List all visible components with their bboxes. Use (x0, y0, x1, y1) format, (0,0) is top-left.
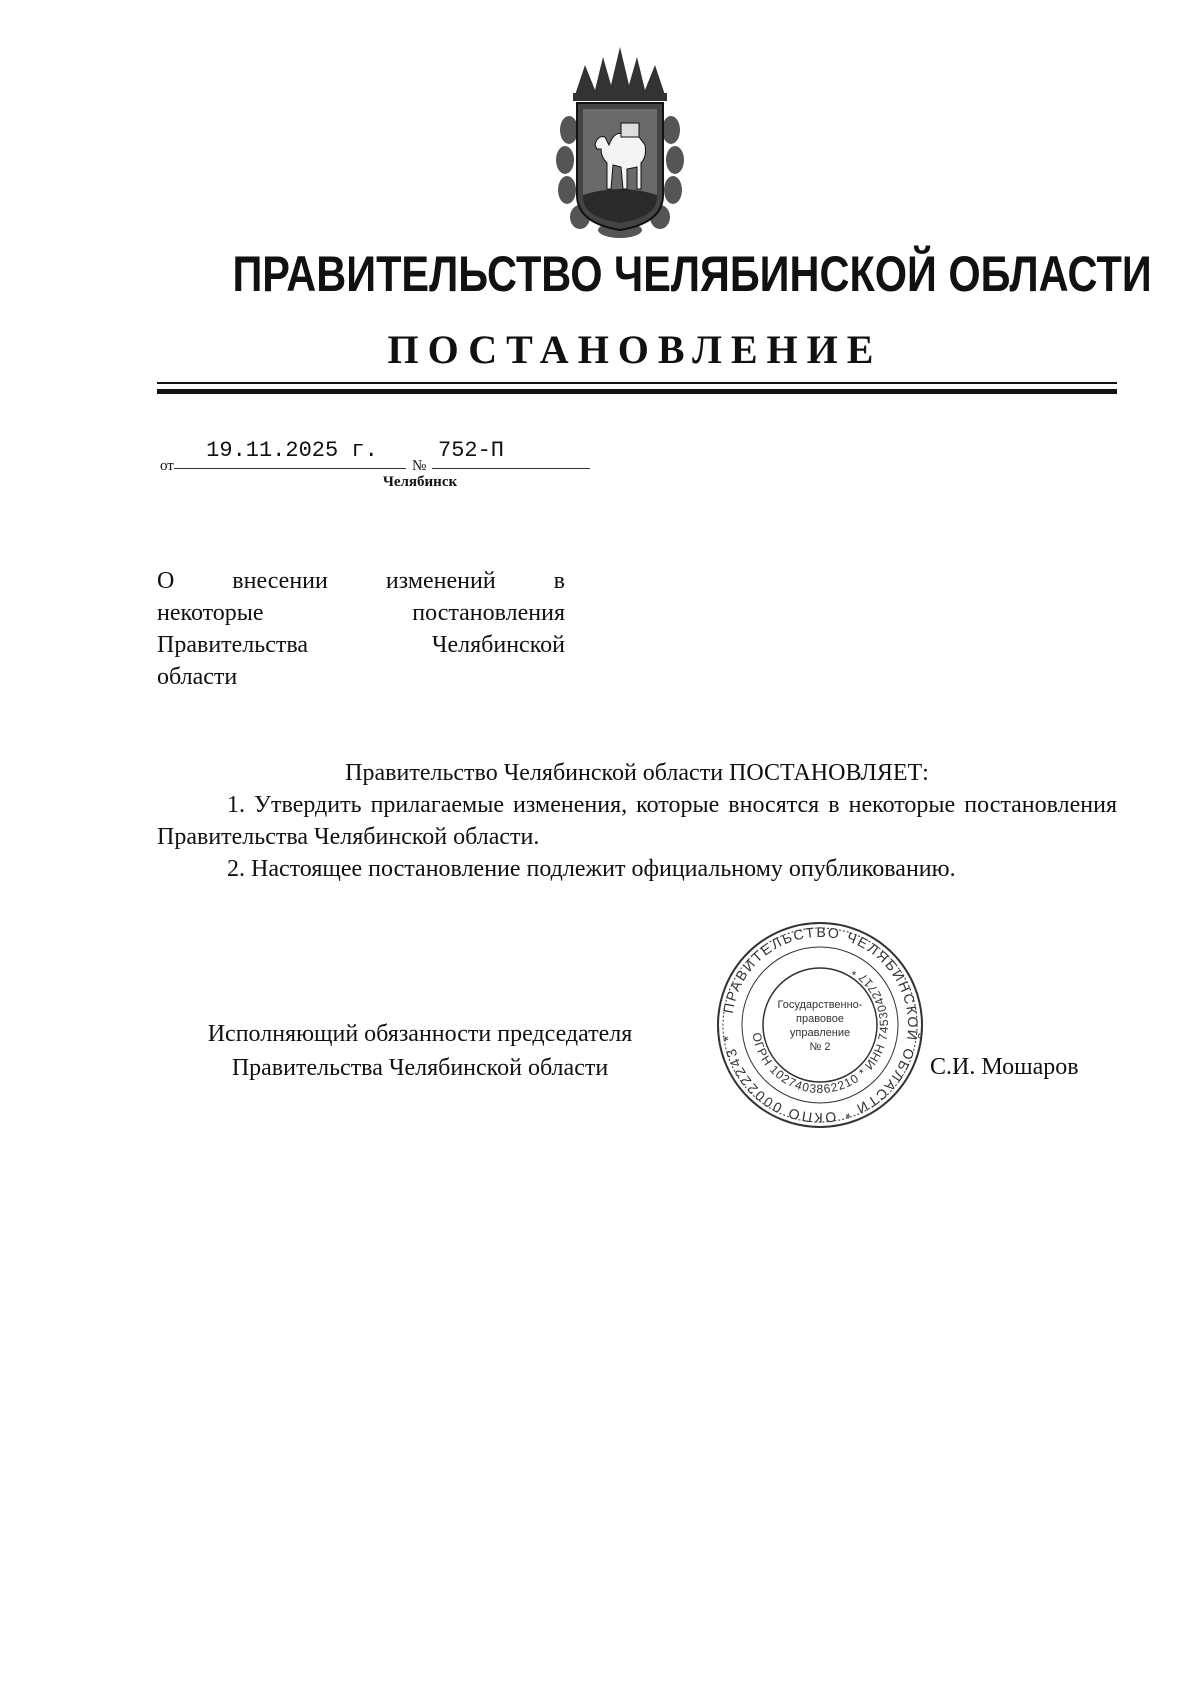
date-prefix: от (160, 458, 174, 474)
number-prefix: № (412, 458, 427, 474)
stamp-center-line: Государственно- (777, 999, 863, 1011)
subject-line: области (157, 664, 238, 690)
signer-position (160, 1017, 680, 1085)
number-underline (432, 468, 590, 469)
signer-name: С.И. Мошаров (930, 1054, 1079, 1080)
document-date: 19.11.2025 г. (206, 438, 378, 463)
decree-item: 2. Настоящее постановление подлежит официальному опубликованию. (227, 856, 956, 882)
decree-statement: Правительство Челябинской области ПОСТАНОВЛЯЕТ: (345, 760, 929, 786)
date-underline (174, 468, 406, 469)
coat-of-arms-icon (555, 45, 685, 240)
subject-line: Правительства Челябинской (157, 632, 565, 658)
stamp-center-line: правовое (796, 1013, 844, 1025)
document-requisites (160, 438, 590, 498)
stamp-outer-text: ПРАВИТЕЛЬСТВО ЧЕЛЯБИНСКОЙ ОБЛАСТИ * ОКПО 00022243 * (719, 923, 922, 1127)
header-divider-thick (157, 389, 1117, 394)
subject-line: О внесении изменений в (157, 568, 565, 594)
official-seal-icon (715, 920, 925, 1130)
stamp-center-line: управление (789, 1027, 851, 1039)
subject-line: некоторые постановления (157, 600, 565, 626)
government-title: ПРАВИТЕЛЬСТВО ЧЕЛЯБИНСКОЙ ОБЛАСТИ (232, 246, 1152, 302)
document-body (157, 757, 1117, 885)
signer-position-line: Исполняющий обязанности председателя (207, 1021, 633, 1047)
stamp-center-line: № 2 (809, 1041, 831, 1053)
header-divider-thin (157, 382, 1117, 384)
document-number: 752-П (438, 438, 505, 463)
signer-position-line: Правительства Челябинской области (231, 1055, 609, 1081)
stamp-inner-text: ОГРН 1027403862210 * ИНН 7453042717 * (749, 963, 892, 1097)
document-type: ПОСТАНОВЛЕНИЕ (387, 327, 883, 372)
document-subject (157, 565, 565, 693)
decree-item: 1. Утвердить прилагаемые изменения, которые вносятся в некоторые постановления Правительства Челябинской области. (157, 792, 1117, 850)
document-city: Челябинск (382, 474, 458, 490)
